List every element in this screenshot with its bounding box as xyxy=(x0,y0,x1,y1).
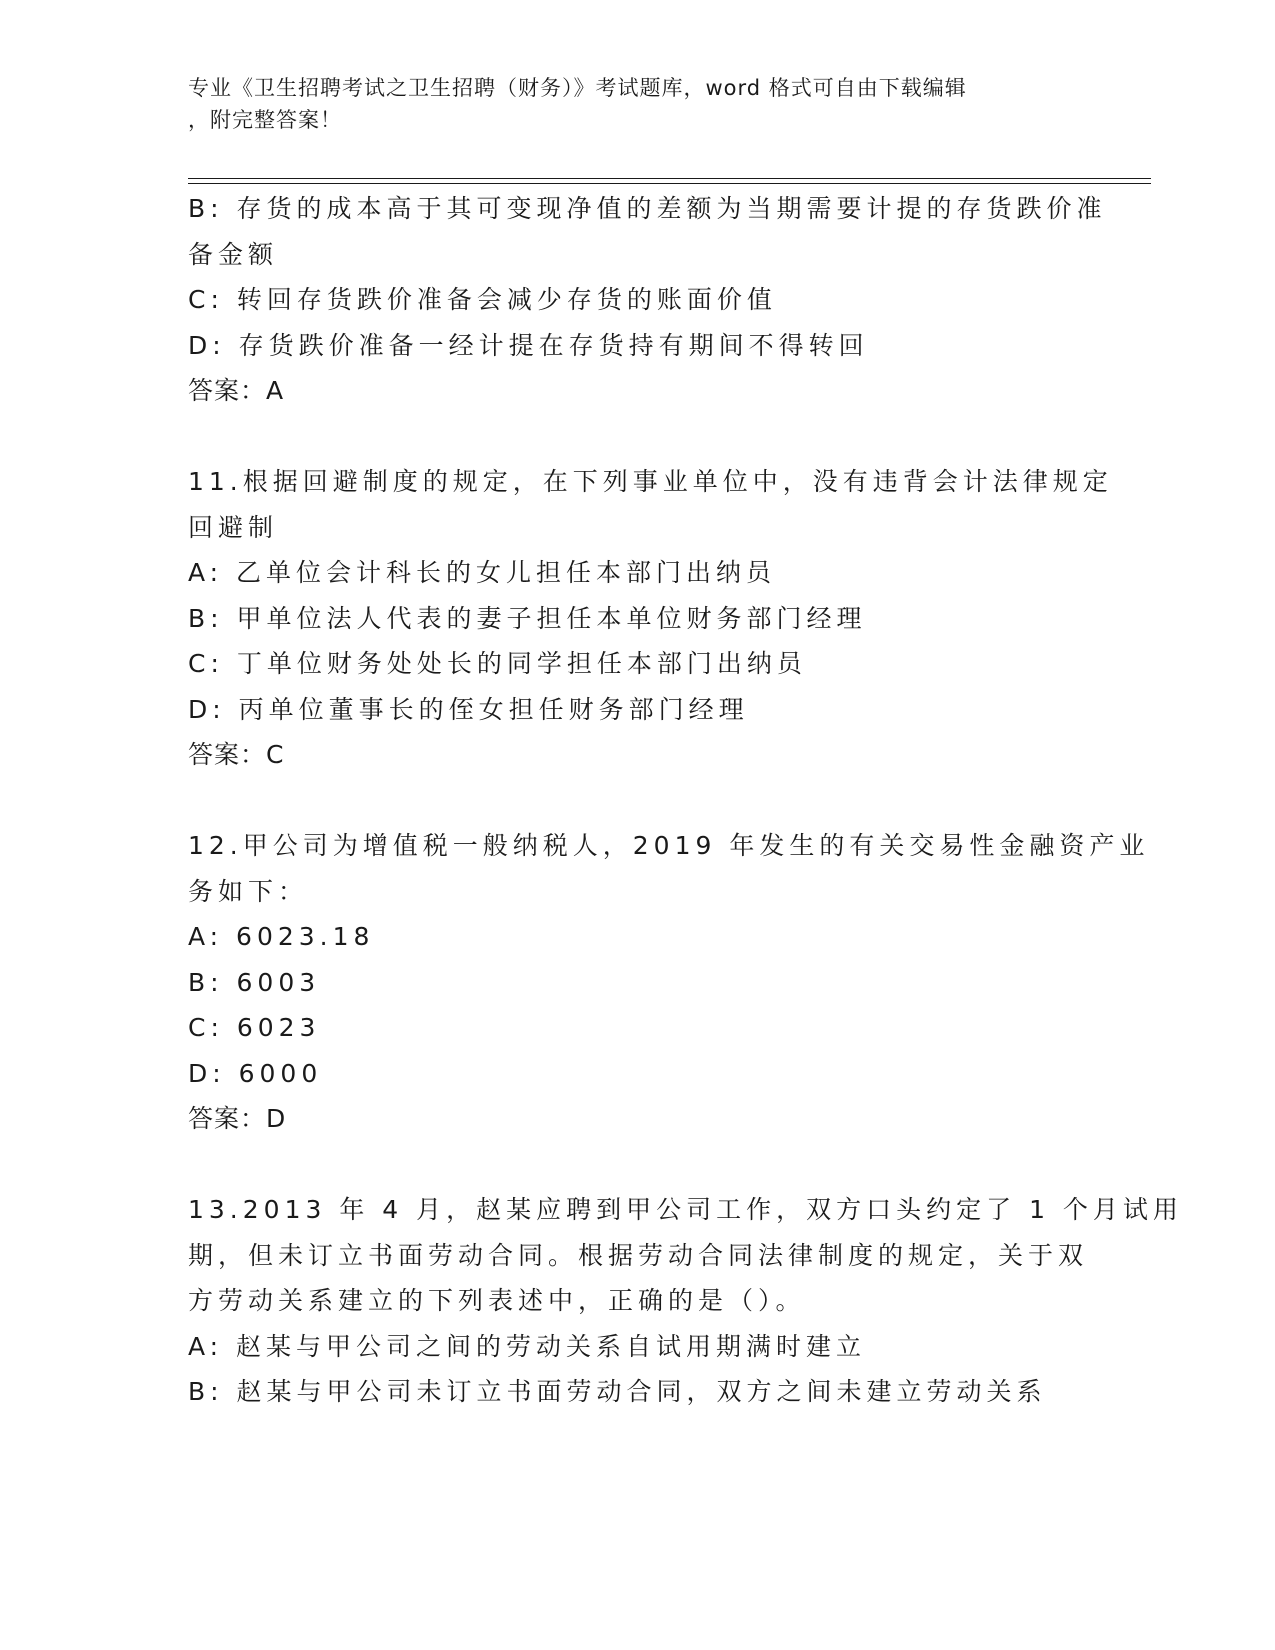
document-header xyxy=(188,72,1088,136)
option-b: B: 赵某与甲公司未订立书面劳动合同，双方之间未建立劳动关系 xyxy=(188,1377,1047,1406)
question-stem-line-3: 方劳动关系建立的下列表述中，正确的是（）。 xyxy=(188,1286,806,1315)
question-list xyxy=(188,186,1183,1415)
option-c: C: 丁单位财务处处长的同学担任本部门出纳员 xyxy=(188,649,807,678)
answer: 答案：C xyxy=(188,740,285,769)
spacer xyxy=(188,414,1088,460)
answer: 答案：A xyxy=(188,376,285,405)
question-stem-line-1: 12.甲公司为增值税一般纳税人，2019 年发生的有关交易性金融资产业 xyxy=(188,831,1150,860)
option-b-line-1: B: 存货的成本高于其可变现净值的差额为当期需要计提的存货跌价准 xyxy=(188,194,1107,223)
header-line-1: 专业《卫生招聘考试之卫生招聘（财务）》考试题库，word 格式可自由下载编辑 xyxy=(188,76,967,100)
question-stem-line-1: 11.根据回避制度的规定，在下列事业单位中，没有违背会计法律规定 xyxy=(188,467,1113,496)
spacer xyxy=(188,1142,1088,1188)
option-c: C: 6023 xyxy=(188,1013,321,1042)
option-d: D: 存货跌价准备一经计提在存货持有期间不得转回 xyxy=(188,330,869,360)
option-c: C: 转回存货跌价准备会减少存货的账面价值 xyxy=(188,285,777,314)
question-stem-line-1: 13.2013 年 4 月，赵某应聘到甲公司工作，双方口头约定了 1 个月试用 xyxy=(188,1195,1183,1224)
option-d: D: 丙单位董事长的侄女担任财务部门经理 xyxy=(188,694,749,724)
option-a: A: 6023.18 xyxy=(188,922,375,951)
question-13 xyxy=(188,1187,1183,1415)
question-11 xyxy=(188,459,1113,778)
header-divider-bottom xyxy=(188,183,1151,184)
header-line-2: ，附完整答案！ xyxy=(188,108,342,132)
option-b: B: 6003 xyxy=(188,967,321,997)
spacer xyxy=(188,778,1088,824)
option-a: A: 赵某与甲公司之间的劳动关系自试用期满时建立 xyxy=(188,1331,867,1361)
option-a: A: 乙单位会计科长的女儿担任本部门出纳员 xyxy=(188,558,777,587)
question-stem-line-2: 务如下： xyxy=(188,876,309,906)
question-stem-line-2: 期，但未订立书面劳动合同。根据劳动合同法律制度的规定，关于双 xyxy=(188,1240,1089,1270)
question-10-continued xyxy=(188,186,1107,414)
option-b-line-2: 备金额 xyxy=(188,239,279,269)
option-d: D: 6000 xyxy=(188,1058,323,1088)
header-divider-top xyxy=(188,178,1151,179)
option-b: B: 甲单位法人代表的妻子担任本单位财务部门经理 xyxy=(188,603,867,633)
question-12 xyxy=(188,823,1150,1142)
answer: 答案：D xyxy=(188,1104,287,1133)
question-stem-line-2: 回避制 xyxy=(188,512,279,542)
